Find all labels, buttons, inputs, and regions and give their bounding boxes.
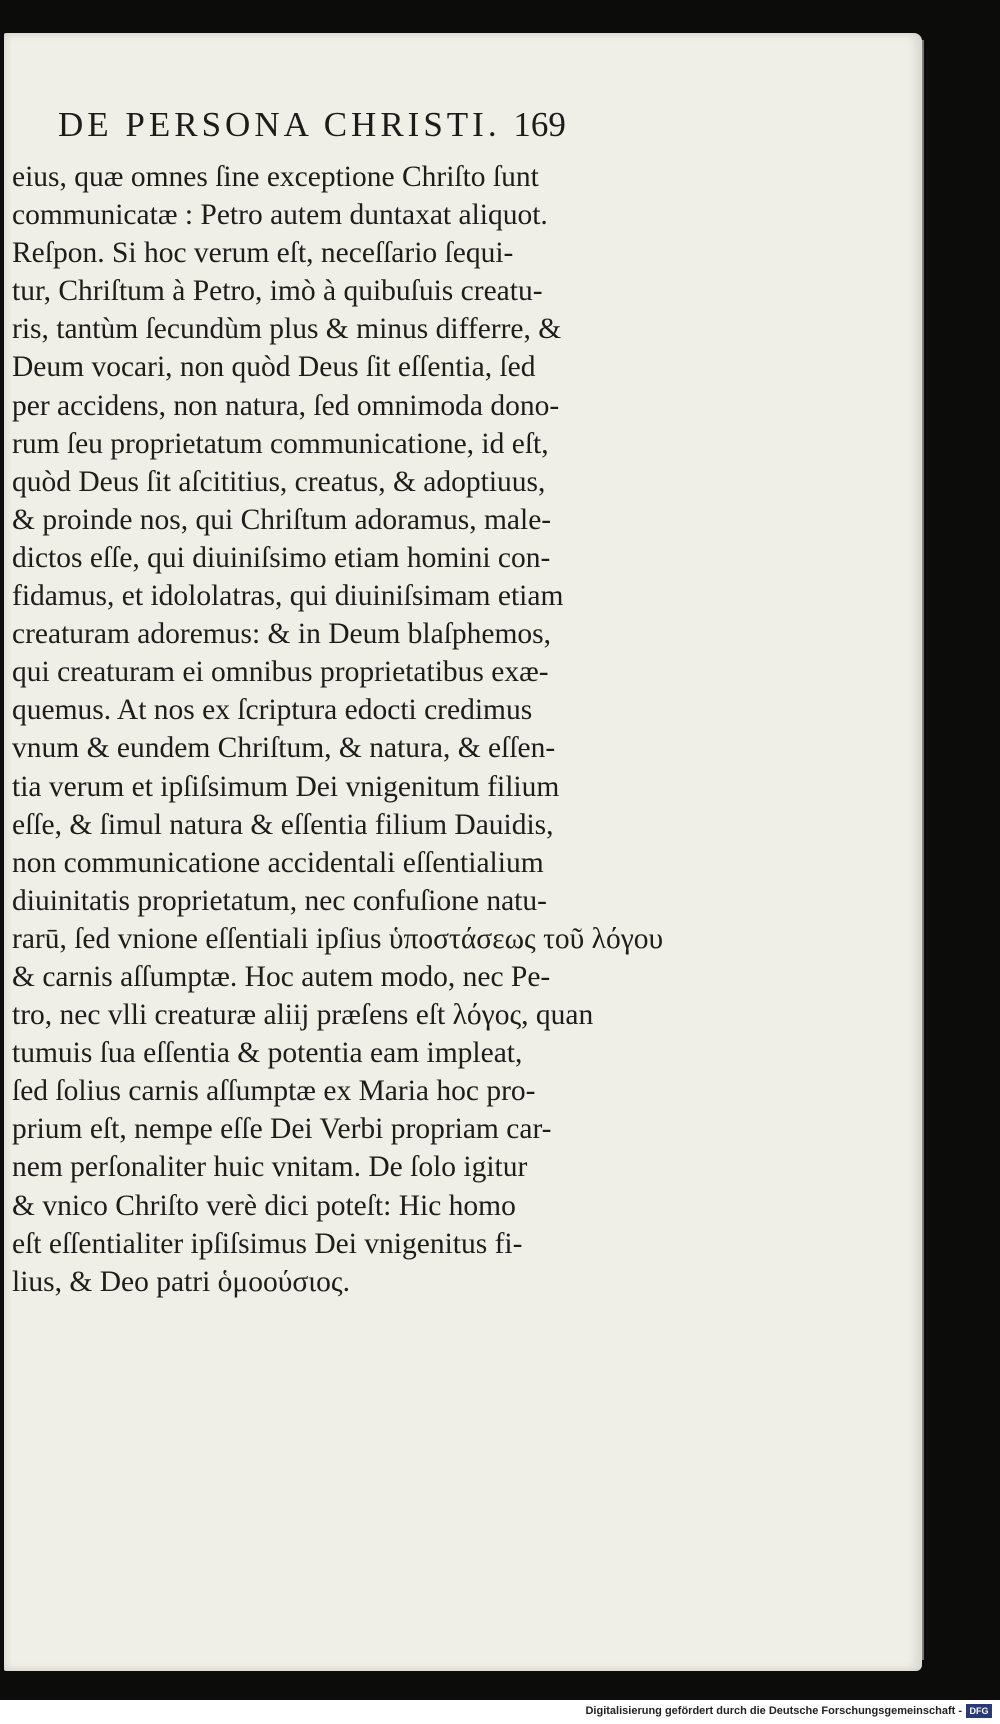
page-number: 169 xyxy=(513,105,566,144)
text-line: tro, nec vlli creaturæ aliĳ præſens eſt λόγος, quan xyxy=(12,999,594,1032)
text-line: vnum & eundem Chriſtum, & natura, & eſſen- xyxy=(12,732,556,765)
text-line: ris, tantùm ſecundùm plus & minus differre, & xyxy=(12,313,562,346)
dfg-logo: DFG xyxy=(966,1704,992,1718)
running-title: DE PERSONA CHRISTI. xyxy=(58,105,501,144)
text-line: Deum vocari, non quòd Deus ſit eſſentia, ſed xyxy=(12,351,536,384)
text-line: quòd Deus ſit aſcititius, creatus, & adoptiuus, xyxy=(12,465,546,498)
digitization-credit: Digitalisierung gefördert durch die Deutsche Forschungsgemeinschaft - xyxy=(585,1705,962,1717)
text-line: eſſe, & ſimul natura & eſſentia filium Dauidis, xyxy=(12,808,554,841)
text-line: & proinde nos, qui Chriſtum adoramus, male- xyxy=(12,503,552,536)
text-line: Reſpon. Si hoc verum eſt, neceſſario ſequi- xyxy=(12,237,514,270)
running-header xyxy=(58,105,566,145)
text-line: diuinitatis proprietatum, nec confuſione natu- xyxy=(12,884,547,917)
text-line: tur, Chriſtum à Petro, imò à quibuſuis creatu- xyxy=(12,275,543,308)
text-line: communicatæ : Petro autem duntaxat aliquot. xyxy=(12,199,548,232)
text-line: rum ſeu proprietatum communicatione, id eſt, xyxy=(12,427,549,460)
text-line: nem perſonaliter huic vnitam. De ſolo igitur xyxy=(12,1151,528,1184)
text-line: fidamus, et idololatras, qui diuiniſsimam etiam xyxy=(12,580,564,613)
text-line: per accidens, non natura, ſed omnimoda dono- xyxy=(12,389,560,422)
text-line: dictos eſſe, qui diuiniſsimo etiam homini con- xyxy=(12,541,551,574)
text-line: lius, & Deo patri ὁμοούσιος. xyxy=(12,1265,350,1298)
text-line: prium eſt, nempe eſſe Dei Verbi propriam car- xyxy=(12,1113,552,1146)
text-line: eius, quæ omnes ſine exceptione Chriſto ſunt xyxy=(12,161,539,193)
text-line: ſed ſolius carnis aſſumptæ ex Maria hoc pro- xyxy=(12,1075,536,1108)
text-line: qui creaturam ei omnibus proprietatibus exæ- xyxy=(12,656,549,689)
text-line: non communicatione accidentali eſſentialium xyxy=(12,846,544,879)
text-line: quemus. At nos ex ſcriptura edocti credimus xyxy=(12,694,533,727)
text-line: rarū, ſed vnione eſſentiali ipſius ὑποστάσεως τοῦ λόγου xyxy=(12,922,664,955)
text-line: creaturam adoremus: & in Deum blaſphemos, xyxy=(12,618,552,651)
body-text xyxy=(12,158,687,1301)
text-line: & carnis aſſumptæ. Hoc autem modo, nec Pe- xyxy=(12,960,551,993)
text-line: & vnico Chriſto verè dici poteſt: Hic homo xyxy=(12,1189,516,1222)
text-line: tia verum et ipſiſsimum Dei vnigenitum filium xyxy=(12,770,560,803)
text-line: tumuis ſua eſſentia & potentia eam impleat, xyxy=(12,1037,523,1070)
text-line: eſt eſſentialiter ipſiſsimus Dei vnigenitus fi- xyxy=(12,1227,523,1260)
